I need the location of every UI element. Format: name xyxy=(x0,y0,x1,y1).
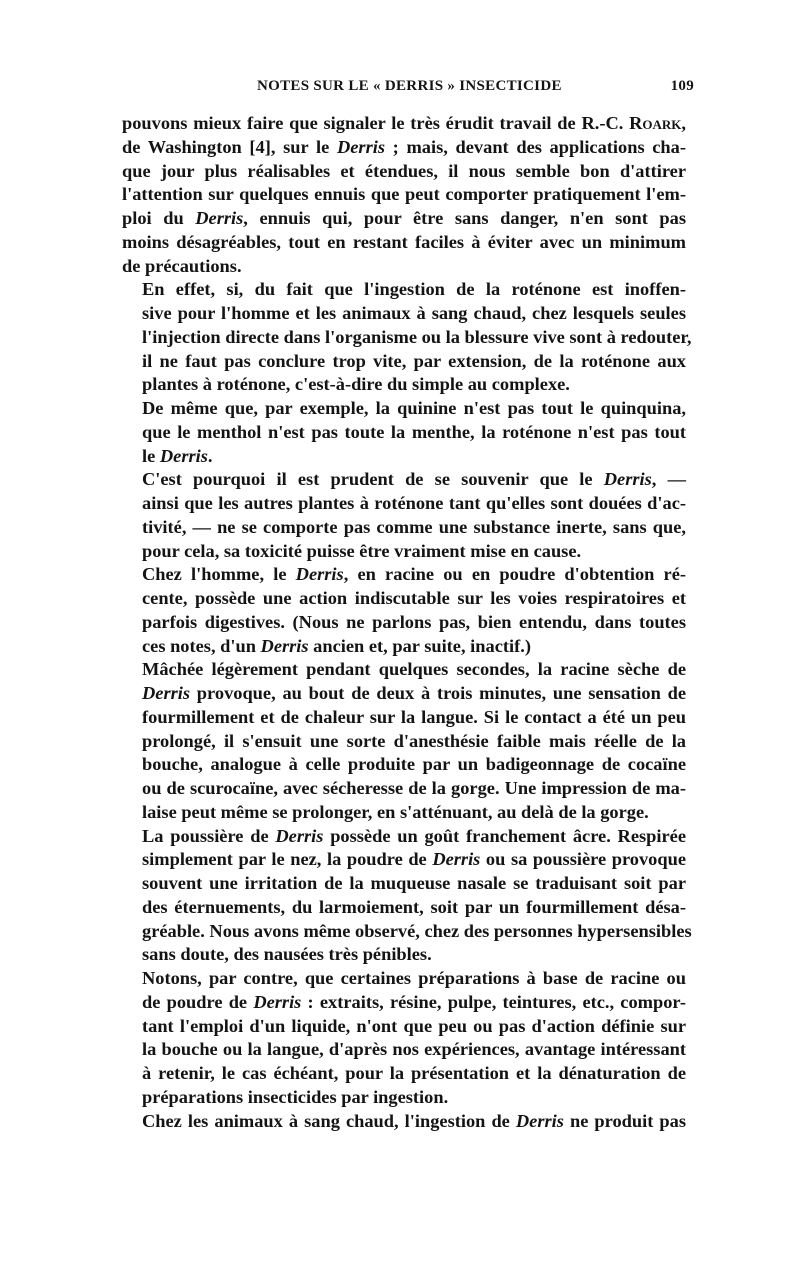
text-line: Derris provoque, au bout de deux à trois minutes, une sensation de xyxy=(142,683,686,703)
text-line: souvent une irritation de la muqueuse nasale se traduisant soit par xyxy=(142,873,686,893)
text-line: pour cela, sa toxicité puisse être vraiment mise en cause. xyxy=(142,540,582,561)
text-line: tivité, — ne se comporte pas comme une substance inerte, sans que, xyxy=(142,516,686,537)
paragraph xyxy=(122,563,686,658)
paragraph xyxy=(122,1110,686,1134)
running-head xyxy=(122,78,694,102)
paragraph xyxy=(122,967,686,1110)
paragraph xyxy=(122,397,686,468)
paragraph xyxy=(122,825,692,968)
text-line: il ne faut pas conclure trop vite, par extension, de la roténone aux xyxy=(142,350,686,371)
text-line: de poudre de Derris : extraits, résine, pulpe, teintures, etc., compor- xyxy=(142,991,687,1012)
text-line: ces notes, d'un Derris ancien et, par suite, inactif.) xyxy=(142,635,531,656)
page-number: 109 xyxy=(670,78,694,94)
text-line: l'injection directe dans l'organisme ou la blessure vive sont à redouter, xyxy=(142,326,692,347)
paragraph xyxy=(122,468,686,563)
text-line: sans doute, des nausées très pénibles. xyxy=(142,944,432,965)
text-line: cente, possède une action indiscutable sur les voies respiratoires et xyxy=(142,588,686,608)
text-line: prolongé, il s'ensuit une sorte d'anesthésie faible mais réelle de la xyxy=(142,730,686,751)
text-line: tant l'emploi d'un liquide, n'ont que peu ou pas d'action définie sur xyxy=(142,1015,686,1036)
text-line: à retenir, le cas échéant, pour la présentation et la dénaturation de xyxy=(142,1063,686,1083)
text-line: Chez les animaux à sang chaud, l'ingestion de Derris ne produit pas xyxy=(142,1110,686,1131)
text-line: que jour plus réalisables et étendues, il nous semble bon d'attirer xyxy=(122,160,686,181)
text-line: simplement par le nez, la poudre de Derris ou sa poussière provoque xyxy=(142,849,686,870)
text-line: parfois digestives. (Nous ne parlons pas, bien entendu, dans toutes xyxy=(142,611,686,632)
text-line: l'attention sur quelques ennuis que peut comporter pratiquement l'em- xyxy=(122,184,686,205)
text-line: moins désagréables, tout en restant faciles à éviter avec un minimum xyxy=(122,231,686,252)
page xyxy=(122,78,694,1133)
text-line: ainsi que les autres plantes à roténone tant qu'elles sont douées d'ac- xyxy=(142,493,686,513)
body-text xyxy=(122,112,692,1133)
paragraph xyxy=(122,112,686,278)
text-line: De même que, par exemple, la quinine n'est pas tout le quinquina, xyxy=(142,398,686,418)
text-line: que le menthol n'est pas toute la menthe, la roténone n'est pas tout xyxy=(142,421,686,442)
text-line: ploi du Derris, ennuis qui, pour être sans danger, n'en sont pas xyxy=(122,208,686,228)
text-line: C'est pourquoi il est prudent de se souvenir que le Derris, — xyxy=(142,469,686,490)
text-line: En effet, si, du fait que l'ingestion de la roténone est inoffen- xyxy=(142,279,686,300)
text-line: ou de scurocaïne, avec sécheresse de la gorge. Une impression de ma- xyxy=(142,778,686,798)
text-line: pouvons mieux faire que signaler le très érudit travail de R.-C. Roark, xyxy=(122,113,686,133)
text-line: La poussière de Derris possède un goût franchement âcre. Respirée xyxy=(142,825,686,846)
text-line: laise peut même se prolonger, en s'atténuant, au delà de la gorge. xyxy=(142,801,649,822)
text-line: Mâchée légèrement pendant quelques secondes, la racine sèche de xyxy=(142,659,686,680)
paragraph xyxy=(122,278,692,397)
text-line: préparations insecticides par ingestion. xyxy=(142,1086,449,1107)
text-line: plantes à roténone, c'est-à-dire du simple au complexe. xyxy=(142,374,570,395)
text-line: le Derris. xyxy=(142,445,213,466)
text-line: gréable. Nous avons même observé, chez des personnes hypersensibles xyxy=(142,920,692,941)
paragraph xyxy=(122,658,686,824)
text-line: bouche, analogue à celle produite par un badigeonnage de cocaïne xyxy=(142,754,686,775)
text-line: Chez l'homme, le Derris, en racine ou en poudre d'obtention ré- xyxy=(142,564,686,585)
text-line: la bouche ou la langue, d'après nos expériences, avantage intéressant xyxy=(142,1039,686,1060)
text-line: de précautions. xyxy=(122,255,242,276)
text-line: des éternuements, du larmoiement, soit par un fourmillement désa- xyxy=(142,896,686,917)
text-line: sive pour l'homme et les animaux à sang chaud, chez lesquels seules xyxy=(142,303,686,323)
text-line: Notons, par contre, que certaines préparations à base de racine ou xyxy=(142,968,686,988)
running-title: NOTES SUR LE « DERRIS » INSECTICIDE xyxy=(257,78,562,94)
text-line: de Washington [4], sur le Derris ; mais, devant des applications cha- xyxy=(122,136,686,157)
text-line: fourmillement et de chaleur sur la langue. Si le contact a été un peu xyxy=(142,706,686,727)
